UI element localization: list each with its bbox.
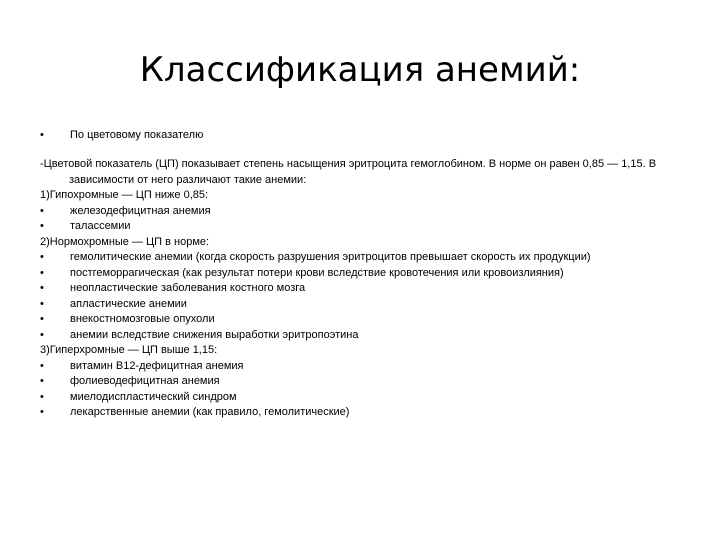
bullet-mark: • bbox=[40, 390, 44, 403]
group-heading-hyperchromic: 3)Гиперхромные — ЦП выше 1,15: bbox=[40, 344, 218, 356]
list-item-text: железодефицитная анемия bbox=[70, 204, 211, 217]
bullet-mark: • bbox=[40, 406, 44, 418]
list-item bbox=[40, 405, 680, 421]
bullet-mark: • bbox=[40, 266, 44, 279]
bullet-mark: • bbox=[40, 359, 44, 372]
list-item-text: талассемии bbox=[70, 220, 131, 232]
list-item bbox=[40, 359, 680, 375]
list-item bbox=[40, 250, 680, 266]
list-item-text: апластические анемии bbox=[70, 297, 187, 310]
list-item-text: витамин В12-дефицитная анемия bbox=[70, 359, 244, 372]
bullet-mark: • bbox=[40, 220, 44, 232]
list-item bbox=[40, 390, 680, 406]
list-item-text: внекостномозговые опухоли bbox=[70, 313, 215, 325]
top-bullet-text: По цветовому показателю bbox=[70, 129, 204, 141]
list-item-text: лекарственные анемии (как правило, гемолитические) bbox=[70, 406, 350, 418]
group-heading-hypochromic: 1)Гипохромные — ЦП ниже 0,85: bbox=[40, 189, 209, 201]
list-item bbox=[40, 204, 680, 220]
bullet-mark: • bbox=[40, 251, 44, 263]
list-item bbox=[40, 328, 680, 344]
list-item-text: миелодиспластический синдром bbox=[70, 390, 237, 403]
intro-text: -Цветовой показатель (ЦП) показывает степень насыщения эритроцита гемоглобином. В норме он равен 0,85 — 1,15. В зависимости от него различают такие анемии: bbox=[40, 158, 657, 186]
bullet-mark: • bbox=[40, 328, 44, 341]
bullet-mark: • bbox=[40, 313, 44, 325]
list-item bbox=[40, 312, 680, 328]
slide-title: Классификация анемий: bbox=[139, 50, 581, 90]
bullet-mark: • bbox=[40, 375, 44, 387]
bullet-mark: • bbox=[40, 282, 44, 294]
list-item bbox=[40, 219, 680, 235]
list-item-text: гемолитические анемии (когда скорость разрушения эритроцитов превышает скорость их продукции) bbox=[70, 251, 591, 263]
bullet-mark: • bbox=[40, 129, 44, 141]
list-item bbox=[40, 266, 680, 282]
list-item bbox=[40, 297, 680, 313]
list-item-text: анемии вследствие снижения выработки эритропоэтина bbox=[70, 328, 359, 341]
list-item bbox=[40, 281, 680, 297]
list-item bbox=[40, 374, 680, 390]
group-heading-normochromic: 2)Нормохромные — ЦП в норме: bbox=[40, 235, 210, 248]
list-item-text: неопластические заболевания костного мозга bbox=[70, 282, 306, 294]
list-item-text: фолиеводефицитная анемия bbox=[70, 375, 220, 387]
bullet-mark: • bbox=[40, 297, 44, 310]
list-item-text: постгеморрагическая (как результат потери крови вследствие кровотечения или кровоизлияния) bbox=[70, 266, 564, 279]
content-body bbox=[40, 157, 680, 421]
bullet-mark: • bbox=[40, 204, 44, 217]
